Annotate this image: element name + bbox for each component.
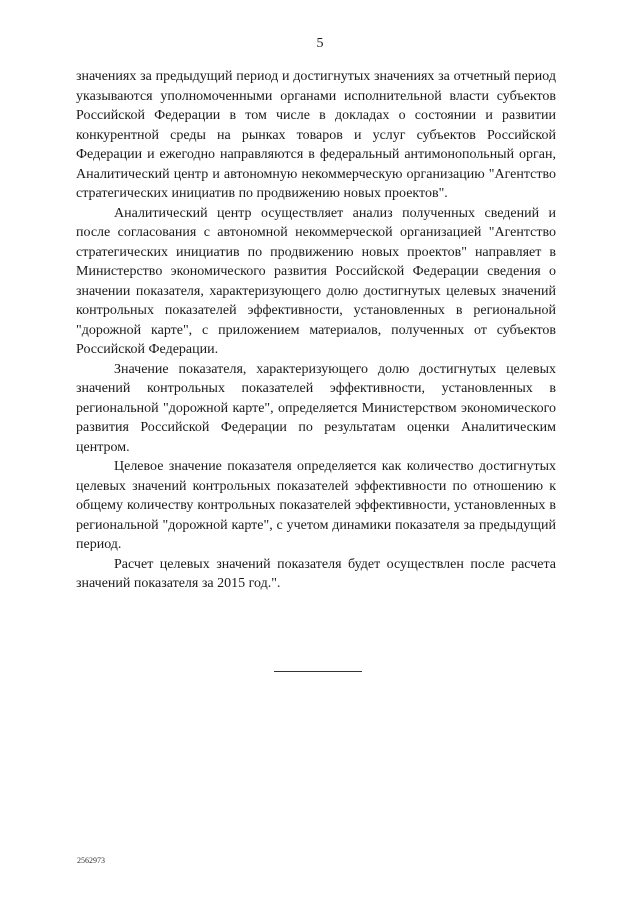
paragraph-continuation: значениях за предыдущий период и достигнутых значениях за отчетный период указываются уполномоченными органами исполнительной власти субъектов Российской Федерации в том числе в докладах о состоянии и развитии конкурентной среды на рынках товаров и услуг субъектов Российской Федерации и ежегодно направляются в федеральный антимонопольный орган, Аналитический центр и автономную некоммерческую организацию "Агентство стратегических инициатив по продвижению новых проектов". bbox=[76, 69, 556, 201]
document-code: 2562973 bbox=[77, 856, 105, 865]
document-body bbox=[76, 67, 556, 594]
paragraph-calculation: Расчет целевых значений показателя будет осуществлен после расчета значений показателя за 2015 год.". bbox=[76, 556, 556, 591]
end-divider bbox=[274, 671, 362, 672]
paragraph-target-value: Целевое значение показателя определяется как количество достигнутых целевых значений контрольных показателей эффективности по отношению к общему количеству контрольных показателей эффективности, установленных в региональной "дорожной карте", с учетом динамики показателя за предыдущий период. bbox=[76, 459, 556, 552]
paragraph-analytical-center: Аналитический центр осуществляет анализ полученных сведений и после согласования с автономной некоммерческой организацией "Агентство стратегических инициатив по продвижению новых проектов" направляет в Министерство экономического развития Российской Федерации сведения о значении показателя, характеризующего долю достигнутых целевых значений контрольных показателей эффективности, установленных в региональной "дорожной карте", с приложением материалов, полученных от субъектов Российской Федерации. bbox=[76, 205, 556, 357]
paragraph-indicator-value: Значение показателя, характеризующего долю достигнутых целевых значений контрольных показателей эффективности, установленных в региональной "дорожной карте", определяется Министерством экономического развития Российской Федерации по результатам оценки Аналитическим центром. bbox=[76, 361, 556, 455]
page-number: 5 bbox=[316, 36, 324, 51]
